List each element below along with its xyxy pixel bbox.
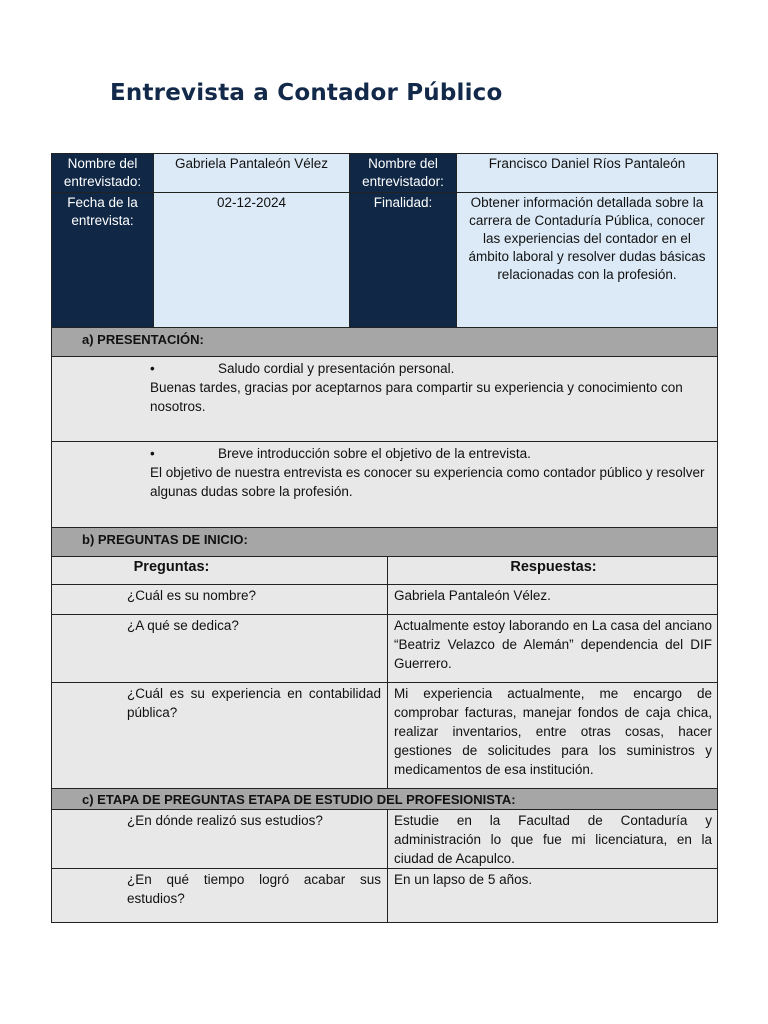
purpose-label: Finalidad: — [350, 193, 457, 329]
table-row — [52, 585, 718, 615]
interviewee-value: Gabriela Pantaleón Vélez — [154, 154, 350, 193]
section-a-heading: a) PRESENTACIÓN: — [52, 328, 718, 357]
interviewer-label: Nombre del entrevistador: — [350, 154, 457, 193]
bullet-item — [150, 359, 711, 378]
section-a-block-1 — [52, 357, 718, 442]
answer-cell: Estudie en la Facultad de Contaduría y administración lo que fue mi licenciatura, en la ciudad de Acapulco. — [388, 810, 718, 869]
date-value: 02-12-2024 — [154, 193, 350, 329]
question-cell: ¿En dónde realizó sus estudios? — [52, 810, 388, 869]
table-row — [52, 615, 718, 683]
table-row — [52, 869, 718, 923]
interview-content-table — [51, 327, 718, 923]
answer-cell: Actualmente estoy laborando en La casa del anciano “Beatriz Velazco de Alemán” dependencia del DIF Guerrero. — [388, 615, 718, 683]
bullet-item — [150, 444, 711, 463]
interview-info-table — [51, 153, 718, 329]
question-cell: ¿Cuál es su experiencia en contabilidad pública? — [52, 683, 388, 789]
interviewer-value: Francisco Daniel Ríos Pantaleón — [457, 154, 718, 193]
answer-cell: Mi experiencia actualmente, me encargo de comprobar facturas, manejar fondos de caja chica, realizar inventarios, entre otras cosas, hacer gestiones de solicitudes para los suministros y medicamentos de esa institución. — [388, 683, 718, 789]
questions-column-header: Preguntas: — [52, 557, 388, 585]
page-title: Entrevista a Contador Público — [110, 80, 503, 106]
section-c-heading: c) ETAPA DE PREGUNTAS ETAPA DE ESTUDIO DEL PROFESIONISTA: — [52, 789, 718, 810]
table-row — [52, 810, 718, 869]
purpose-value: Obtener información detallada sobre la carrera de Contaduría Pública, conocer las experiencias del contador en el ámbito laboral y resolver dudas básicas relacionadas con la profesión. — [457, 193, 718, 329]
question-cell: ¿Cuál es su nombre? — [52, 585, 388, 615]
question-cell: ¿En qué tiempo logró acabar sus estudios? — [52, 869, 388, 923]
bullet-icon: • — [150, 361, 155, 376]
bullet-text: Saludo cordial y presentación personal. — [218, 361, 455, 376]
interviewee-label: Nombre del entrevistado: — [52, 154, 154, 193]
section-a-block-2 — [52, 442, 718, 528]
date-label: Fecha de la entrevista: — [52, 193, 154, 329]
bullet-icon: • — [150, 446, 155, 461]
table-row — [52, 683, 718, 789]
answer-cell: En un lapso de 5 años. — [388, 869, 718, 923]
section-b-heading: b) PREGUNTAS DE INICIO: — [52, 528, 718, 557]
question-cell: ¿A qué se dedica? — [52, 615, 388, 683]
block-body: Buenas tardes, gracias por aceptarnos para compartir su experiencia y conocimiento con nosotros. — [150, 380, 683, 414]
answer-cell: Gabriela Pantaleón Vélez. — [388, 585, 718, 615]
block-body: El objetivo de nuestra entrevista es conocer su experiencia como contador público y resolver algunas dudas sobre la profesión. — [150, 465, 705, 499]
answers-column-header: Respuestas: — [388, 557, 718, 585]
bullet-text: Breve introducción sobre el objetivo de la entrevista. — [218, 446, 531, 461]
